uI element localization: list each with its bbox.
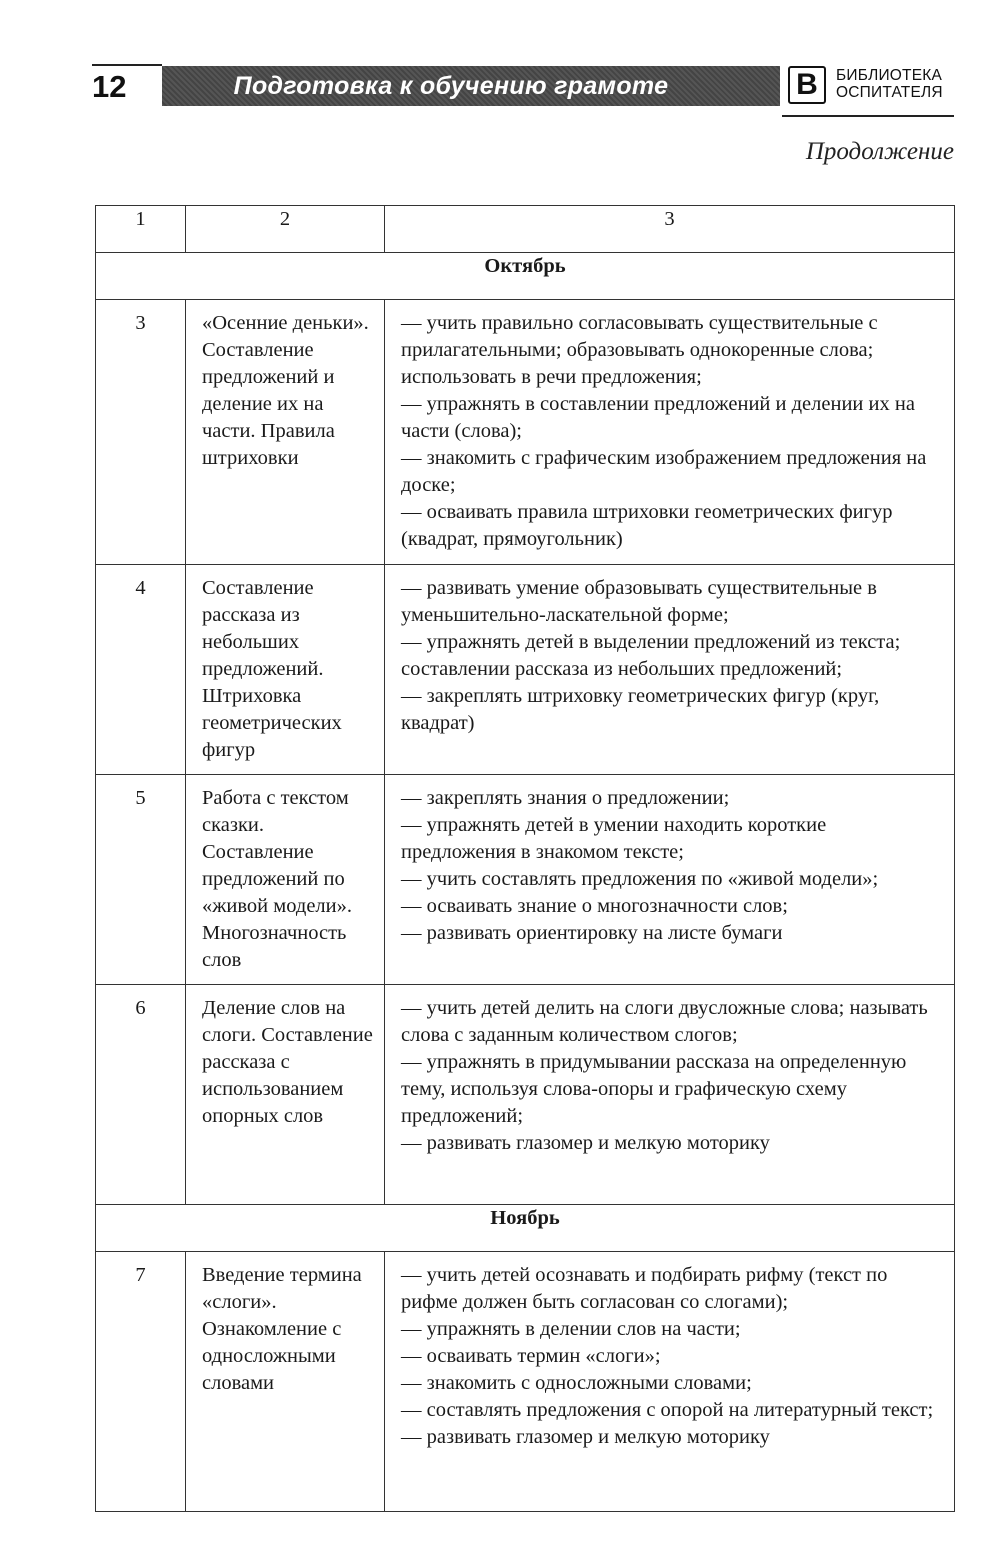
series-logo — [788, 66, 826, 104]
lesson-number: 7 — [96, 1252, 186, 1512]
header-title: Подготовка к обучению грамоте — [233, 71, 669, 100]
lesson-number: 4 — [96, 565, 186, 775]
goal-item: — закреплять знания о предложении; — [401, 787, 730, 809]
goal-item: — закреплять штриховку геометрических фигур (круг, квадрат) — [401, 685, 880, 734]
series-logo-text-line2: ОСПИТАТЕЛЯ — [836, 84, 943, 101]
month-row-november — [96, 1205, 955, 1252]
column-header-3: 3 — [385, 206, 955, 253]
goal-item: — упражнять детей в умении находить короткие предложения в знакомом тексте; — [401, 814, 827, 863]
continuation-label: Продолжение — [805, 138, 954, 165]
column-header-2: 2 — [186, 206, 385, 253]
goal-item: — развивать умение образовывать существительные в уменьшительно-ласкательной форме; — [401, 577, 877, 626]
lesson-topic: Деление слов на слоги. Составление рассказа с использованием опорных слов — [186, 985, 385, 1205]
month-label-november: Ноябрь — [96, 1205, 955, 1252]
lesson-topic: Составление рассказа из небольших предложений. Штриховка геометрических фигур — [186, 565, 385, 775]
goal-item: — учить детей осознавать и подбирать рифму (текст по рифме должен быть согласован со слогами); — [401, 1264, 888, 1313]
table-row — [96, 985, 955, 1205]
column-header-1: 1 — [96, 206, 186, 253]
table-header-row — [96, 206, 955, 253]
goal-item: — развивать ориентировку на листе бумаги — [401, 922, 783, 944]
lesson-plan-table — [95, 205, 955, 1512]
month-row-october — [96, 253, 955, 300]
goal-item: — осваивать знание о многозначности слов; — [401, 895, 788, 917]
page-number: 12 — [92, 69, 127, 104]
lesson-goals — [385, 565, 955, 775]
series-logo-text-line1: БИБЛИОТЕКА — [836, 67, 943, 84]
goal-item: — учить составлять предложения по «живой модели»; — [401, 868, 879, 890]
table-row — [96, 1252, 955, 1512]
table-row — [96, 300, 955, 565]
lesson-number: 6 — [96, 985, 186, 1205]
goal-item: — развивать глазомер и мелкую моторику — [401, 1426, 770, 1448]
lesson-goals — [385, 1252, 955, 1512]
table-row — [96, 775, 955, 985]
lesson-number: 3 — [96, 300, 186, 565]
month-label-october: Октябрь — [96, 253, 955, 300]
lesson-goals — [385, 300, 955, 565]
goal-item: — знакомить с графическим изображением предложения на доске; — [401, 447, 927, 496]
goal-item: — учить детей делить на слоги двусложные слова; называть слова с заданным количеством слогов; — [401, 997, 928, 1046]
lesson-goals — [385, 775, 955, 985]
goal-item: — упражнять в придумывании рассказа на определенную тему, используя слова-опоры и графическую схему предложений; — [401, 1051, 907, 1127]
lesson-topic: Введение термина «слоги». Ознакомление с односложными словами — [186, 1252, 385, 1512]
lesson-number: 5 — [96, 775, 186, 985]
goal-item: — упражнять в делении слов на части; — [401, 1318, 741, 1340]
series-logo-rule — [782, 115, 954, 117]
goal-item: — развивать глазомер и мелкую моторику — [401, 1132, 770, 1154]
goal-item: — осваивать термин «слоги»; — [401, 1345, 661, 1367]
goal-item: — упражнять детей в выделении предложений из текста; составлении рассказа из небольших предложений; — [401, 631, 901, 680]
lesson-goals — [385, 985, 955, 1205]
goal-item: — знакомить с односложными словами; — [401, 1372, 752, 1394]
goal-item: — учить правильно согласовывать существительные с прилагательными; образовывать однокоренные слова; использовать в речи предложения; — [401, 312, 878, 388]
series-logo-text — [836, 67, 943, 101]
goal-item: — упражнять в составлении предложений и делении их на части (слова); — [401, 393, 915, 442]
series-logo-letter: В — [796, 68, 818, 101]
goal-item: — осваивать правила штриховки геометрических фигур (квадрат, прямоугольник) — [401, 501, 893, 550]
lesson-topic: Работа с текстом сказки. Составление предложений по «живой модели». Многозначность слов — [186, 775, 385, 985]
table-row — [96, 565, 955, 775]
header-title-bar — [162, 66, 780, 106]
goal-item: — составлять предложения с опорой на литературный текст; — [401, 1399, 934, 1421]
lesson-topic: «Осенние деньки». Составление предложений и деление их на части. Правила штриховки — [186, 300, 385, 565]
